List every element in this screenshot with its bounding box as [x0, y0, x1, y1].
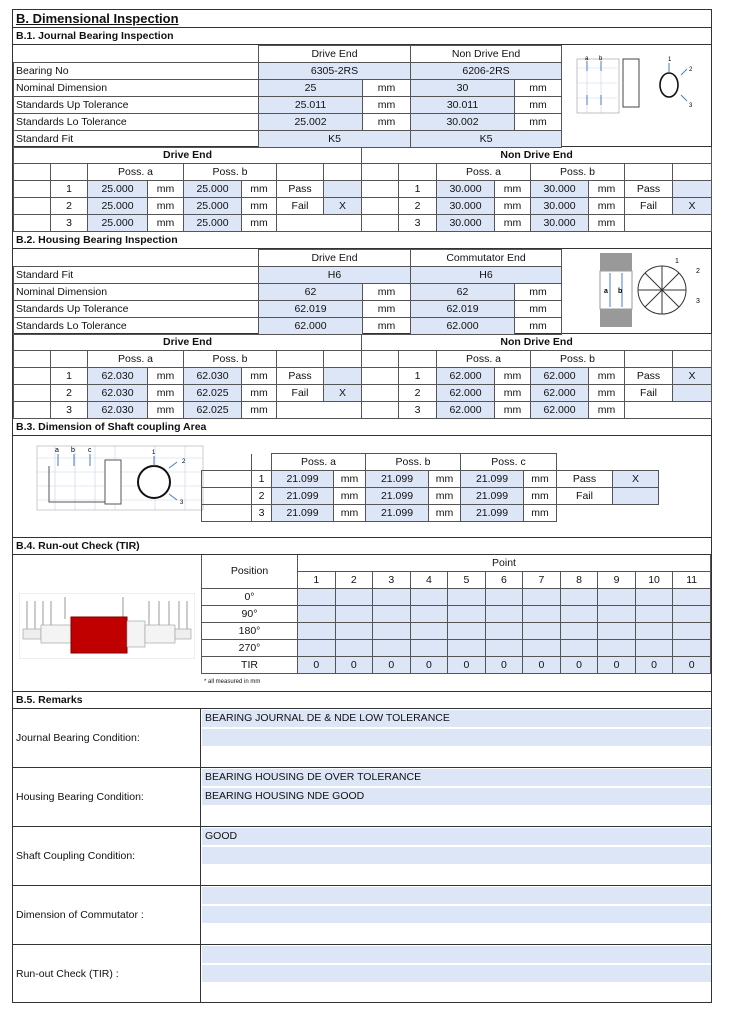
point-header-cell: 5 — [448, 572, 486, 589]
runout-value-cell[interactable] — [373, 623, 411, 640]
runout-value-cell[interactable] — [373, 640, 411, 657]
point-header-cell: 9 — [598, 572, 636, 589]
runout-value-cell[interactable] — [635, 606, 673, 623]
remarks-block — [13, 709, 711, 1002]
table-row: 3 25.000 mm 25.000 mm 3 30.000 mm 30.000 mm — [14, 215, 712, 232]
runout-value-cell[interactable] — [410, 640, 448, 657]
svg-text:a: a — [585, 56, 589, 62]
runout-table — [201, 555, 711, 674]
b1-spec-grid — [13, 45, 561, 148]
point-header-cell: 4 — [410, 572, 448, 589]
tir-value-cell[interactable]: 0 — [410, 657, 448, 674]
tir-value-cell[interactable]: 0 — [485, 657, 523, 674]
remark-input[interactable] — [202, 906, 711, 923]
runout-value-cell[interactable] — [635, 623, 673, 640]
runout-value-cell[interactable] — [298, 640, 336, 657]
table-row: Nominal Dimension 25 mm 30 mm — [14, 80, 562, 97]
runout-value-cell[interactable] — [373, 606, 411, 623]
tir-row: TIR 0 0 0 0 0 0 0 0 0 0 0 — [202, 657, 711, 674]
runout-value-cell[interactable] — [335, 640, 373, 657]
runout-value-cell[interactable] — [410, 589, 448, 606]
runout-value-cell[interactable] — [598, 589, 636, 606]
runout-value-cell[interactable] — [635, 589, 673, 606]
runout-value-cell[interactable] — [560, 623, 598, 640]
b1-measure-table: Drive End Non Drive End Poss. a Poss. b Poss. a Poss. b 1 25.000 mm 25.000 mm Pass 1 30.000 mm 30.000 mm Pass 2 25.000 mm 25.000 mm Fail X 2 30.000 mm 30.000 mm Fail X 3 25.000 mm 25.000 mm 3 30.000 mm 30.000 mm — [13, 147, 712, 232]
remark-label: Dimension of Commutator : — [16, 909, 144, 921]
remark-input[interactable] — [202, 946, 711, 963]
table-row: 3 62.030 mm 62.025 mm 3 62.000 mm 62.000 mm — [14, 402, 712, 419]
svg-text:b: b — [599, 56, 603, 62]
table-row: Standard Fit K5 K5 — [14, 131, 562, 148]
table-row: 2 21.099 mm 21.099 mm 21.099 mm Fail — [202, 488, 659, 505]
inspection-sheet — [12, 9, 712, 1003]
svg-text:1: 1 — [152, 450, 156, 456]
runout-value-cell[interactable] — [523, 640, 561, 657]
position-header: Position — [202, 555, 298, 589]
runout-value-cell[interactable] — [635, 640, 673, 657]
b3-heading: B.3. Dimension of Shaft coupling Area — [13, 419, 711, 436]
table-row: 1 21.099 mm 21.099 mm 21.099 mm Pass X — [202, 471, 659, 488]
svg-text:2: 2 — [696, 268, 700, 275]
svg-text:3: 3 — [696, 298, 700, 305]
runout-value-cell[interactable] — [298, 623, 336, 640]
runout-value-cell[interactable] — [598, 623, 636, 640]
remark-label: Housing Bearing Condition: — [16, 791, 144, 803]
point-header: Point — [298, 555, 711, 572]
runout-value-cell[interactable] — [598, 640, 636, 657]
runout-value-cell[interactable] — [448, 589, 486, 606]
table-row: Standards Lo Tolerance 62.000 mm 62.000 mm — [14, 318, 562, 335]
runout-value-cell[interactable] — [410, 623, 448, 640]
svg-text:b: b — [618, 288, 623, 295]
remark-row — [13, 827, 711, 886]
point-header-cell: 10 — [635, 572, 673, 589]
point-header-cell: 6 — [485, 572, 523, 589]
runout-value-cell[interactable] — [448, 640, 486, 657]
tir-value-cell[interactable]: 0 — [298, 657, 336, 674]
table-row: Standard Fit H6 H6 — [14, 267, 562, 284]
measure-note: * all measured in mm — [204, 679, 261, 685]
b4-grid — [201, 555, 711, 685]
b3-table: Poss. a Poss. b Poss. c 1 21.099 mm 21.099 mm 21.099 mm Pass X 2 21.099 mm 21.099 mm 21.099 mm Fail 3 21.099 mm 21.099 mm 21.099 mm — [201, 453, 659, 522]
page-title: B. Dimensional Inspection — [13, 10, 711, 28]
runout-value-cell[interactable] — [523, 589, 561, 606]
runout-value-cell[interactable] — [673, 640, 711, 657]
table-row: 2 62.030 mm 62.025 mm Fail X 2 62.000 mm 62.000 mm Fail — [14, 385, 712, 402]
remark-label: Shaft Coupling Condition: — [16, 850, 136, 862]
b2-heading: B.2. Housing Bearing Inspection — [13, 232, 711, 249]
b3-block — [13, 436, 711, 538]
runout-value-cell[interactable] — [485, 623, 523, 640]
b2-col-de: Drive End — [259, 250, 411, 267]
b2-measure-block — [13, 334, 711, 419]
runout-value-cell[interactable] — [448, 606, 486, 623]
table-row: 0° — [202, 589, 711, 606]
svg-text:2: 2 — [689, 67, 693, 73]
b4-block — [13, 555, 711, 692]
point-header-cell: 11 — [673, 572, 711, 589]
remark-divider — [200, 827, 201, 885]
b2-spec-grid — [13, 249, 561, 335]
svg-text:3: 3 — [180, 500, 184, 506]
remark-input[interactable]: GOOD — [202, 828, 711, 845]
runout-shaft-diagram — [19, 593, 195, 659]
svg-text:1: 1 — [675, 258, 679, 265]
table-row: 1 62.030 mm 62.030 mm Pass 1 62.000 mm 62.000 mm Pass X — [14, 368, 712, 385]
table-row: 90° — [202, 606, 711, 623]
table-row: 180° — [202, 623, 711, 640]
remark-input[interactable] — [202, 887, 711, 904]
runout-value-cell[interactable] — [673, 623, 711, 640]
table-row: Standards Lo Tolerance 25.002 mm 30.002 mm — [14, 114, 562, 131]
shaft-coupling-diagram — [35, 444, 205, 512]
remark-input[interactable] — [202, 965, 711, 982]
remark-row — [13, 945, 711, 1002]
point-header-cell: 8 — [560, 572, 598, 589]
tir-value-cell[interactable]: 0 — [598, 657, 636, 674]
runout-value-cell[interactable] — [298, 606, 336, 623]
b5-heading: B.5. Remarks — [13, 692, 711, 709]
tir-value-cell[interactable]: 0 — [635, 657, 673, 674]
runout-value-cell[interactable] — [485, 589, 523, 606]
svg-text:b: b — [71, 447, 75, 454]
table-row: 3 21.099 mm 21.099 mm 21.099 mm — [202, 505, 659, 522]
b1-spec-block — [13, 45, 711, 147]
b1-measure-block — [13, 147, 711, 232]
point-header-cell: 3 — [373, 572, 411, 589]
remark-row — [13, 709, 711, 768]
remark-divider — [200, 709, 201, 767]
runout-value-cell[interactable] — [373, 589, 411, 606]
runout-value-cell[interactable] — [560, 640, 598, 657]
b1-col-de: Drive End — [259, 46, 411, 63]
table-row: 1 25.000 mm 25.000 mm Pass 1 30.000 mm 30.000 mm Pass — [14, 181, 712, 198]
runout-value-cell[interactable] — [560, 606, 598, 623]
remark-label: Run-out Check (TIR) : — [16, 968, 119, 980]
b2-col-ce: Commutator End — [411, 250, 562, 267]
b3-grid — [201, 453, 658, 522]
svg-text:c: c — [88, 447, 92, 454]
point-header-cell: 2 — [335, 572, 373, 589]
runout-value-cell[interactable] — [335, 606, 373, 623]
svg-text:a: a — [604, 288, 608, 295]
remark-row — [13, 886, 711, 945]
b1-de-value[interactable]: 6305-2RS — [259, 63, 411, 80]
remark-input[interactable]: BEARING JOURNAL DE & NDE LOW TOLERANCE — [202, 710, 711, 727]
b2-measure-table: Drive End Non Drive End Poss. a Poss. b Poss. a Poss. b 1 62.030 mm 62.030 mm Pass 1 62.000 mm 62.000 mm Pass X 2 62.030 mm 62.025 mm Fail X 2 62.000 mm 62.000 mm Fail 3 62.030 mm 62.025 mm 3 62.000 mm 62.000 mm — [13, 334, 712, 419]
point-header-cell: 7 — [523, 572, 561, 589]
runout-value-cell[interactable] — [335, 623, 373, 640]
svg-text:2: 2 — [182, 459, 186, 465]
remark-input[interactable]: BEARING HOUSING DE OVER TOLERANCE — [202, 769, 711, 786]
tir-value-cell[interactable]: 0 — [373, 657, 411, 674]
runout-value-cell[interactable] — [523, 623, 561, 640]
b1-nde-value[interactable]: 6206-2RS — [411, 63, 562, 80]
tir-value-cell[interactable]: 0 — [560, 657, 598, 674]
tir-value-cell[interactable]: 0 — [523, 657, 561, 674]
runout-value-cell[interactable] — [560, 589, 598, 606]
runout-value-cell[interactable] — [485, 640, 523, 657]
remark-row — [13, 768, 711, 827]
tir-value-cell[interactable]: 0 — [673, 657, 711, 674]
runout-value-cell[interactable] — [410, 606, 448, 623]
svg-text:a: a — [55, 447, 59, 454]
table-row: Standards Up Tolerance 62.019 mm 62.019 mm — [14, 301, 562, 318]
runout-value-cell[interactable] — [448, 623, 486, 640]
b4-heading: B.4. Run-out Check (TIR) — [13, 538, 711, 555]
svg-text:3: 3 — [689, 103, 693, 109]
b1-col-nde: Non Drive End — [411, 46, 562, 63]
point-header-cell: 1 — [298, 572, 336, 589]
runout-value-cell[interactable] — [298, 589, 336, 606]
table-row: Standards Up Tolerance 25.011 mm 30.011 mm — [14, 97, 562, 114]
b1-heading: B.1. Journal Bearing Inspection — [13, 28, 711, 45]
table-row: 270° — [202, 640, 711, 657]
table-row: Nominal Dimension 62 mm 62 mm — [14, 284, 562, 301]
runout-value-cell[interactable] — [523, 606, 561, 623]
remark-input[interactable] — [202, 729, 711, 746]
runout-value-cell[interactable] — [598, 606, 636, 623]
tir-value-cell[interactable]: 0 — [335, 657, 373, 674]
journal-bearing-diagram — [573, 53, 703, 133]
runout-value-cell[interactable] — [673, 589, 711, 606]
housing-bearing-diagram — [598, 253, 708, 331]
runout-value-cell[interactable] — [673, 606, 711, 623]
remark-input[interactable]: BEARING HOUSING NDE GOOD — [202, 788, 711, 805]
table-row: 2 25.000 mm 25.000 mm Fail X 2 30.000 mm 30.000 mm Fail X — [14, 198, 712, 215]
table-row: Bearing No 6305-2RS 6206-2RS — [14, 63, 562, 80]
tir-value-cell[interactable]: 0 — [448, 657, 486, 674]
remark-label: Journal Bearing Condition: — [16, 732, 140, 744]
svg-text:1: 1 — [668, 57, 672, 63]
remark-divider — [200, 768, 201, 826]
runout-value-cell[interactable] — [485, 606, 523, 623]
b2-spec-block — [13, 249, 711, 334]
remark-divider — [200, 886, 201, 944]
remark-input[interactable] — [202, 847, 711, 864]
remark-divider — [200, 945, 201, 1002]
runout-value-cell[interactable] — [335, 589, 373, 606]
